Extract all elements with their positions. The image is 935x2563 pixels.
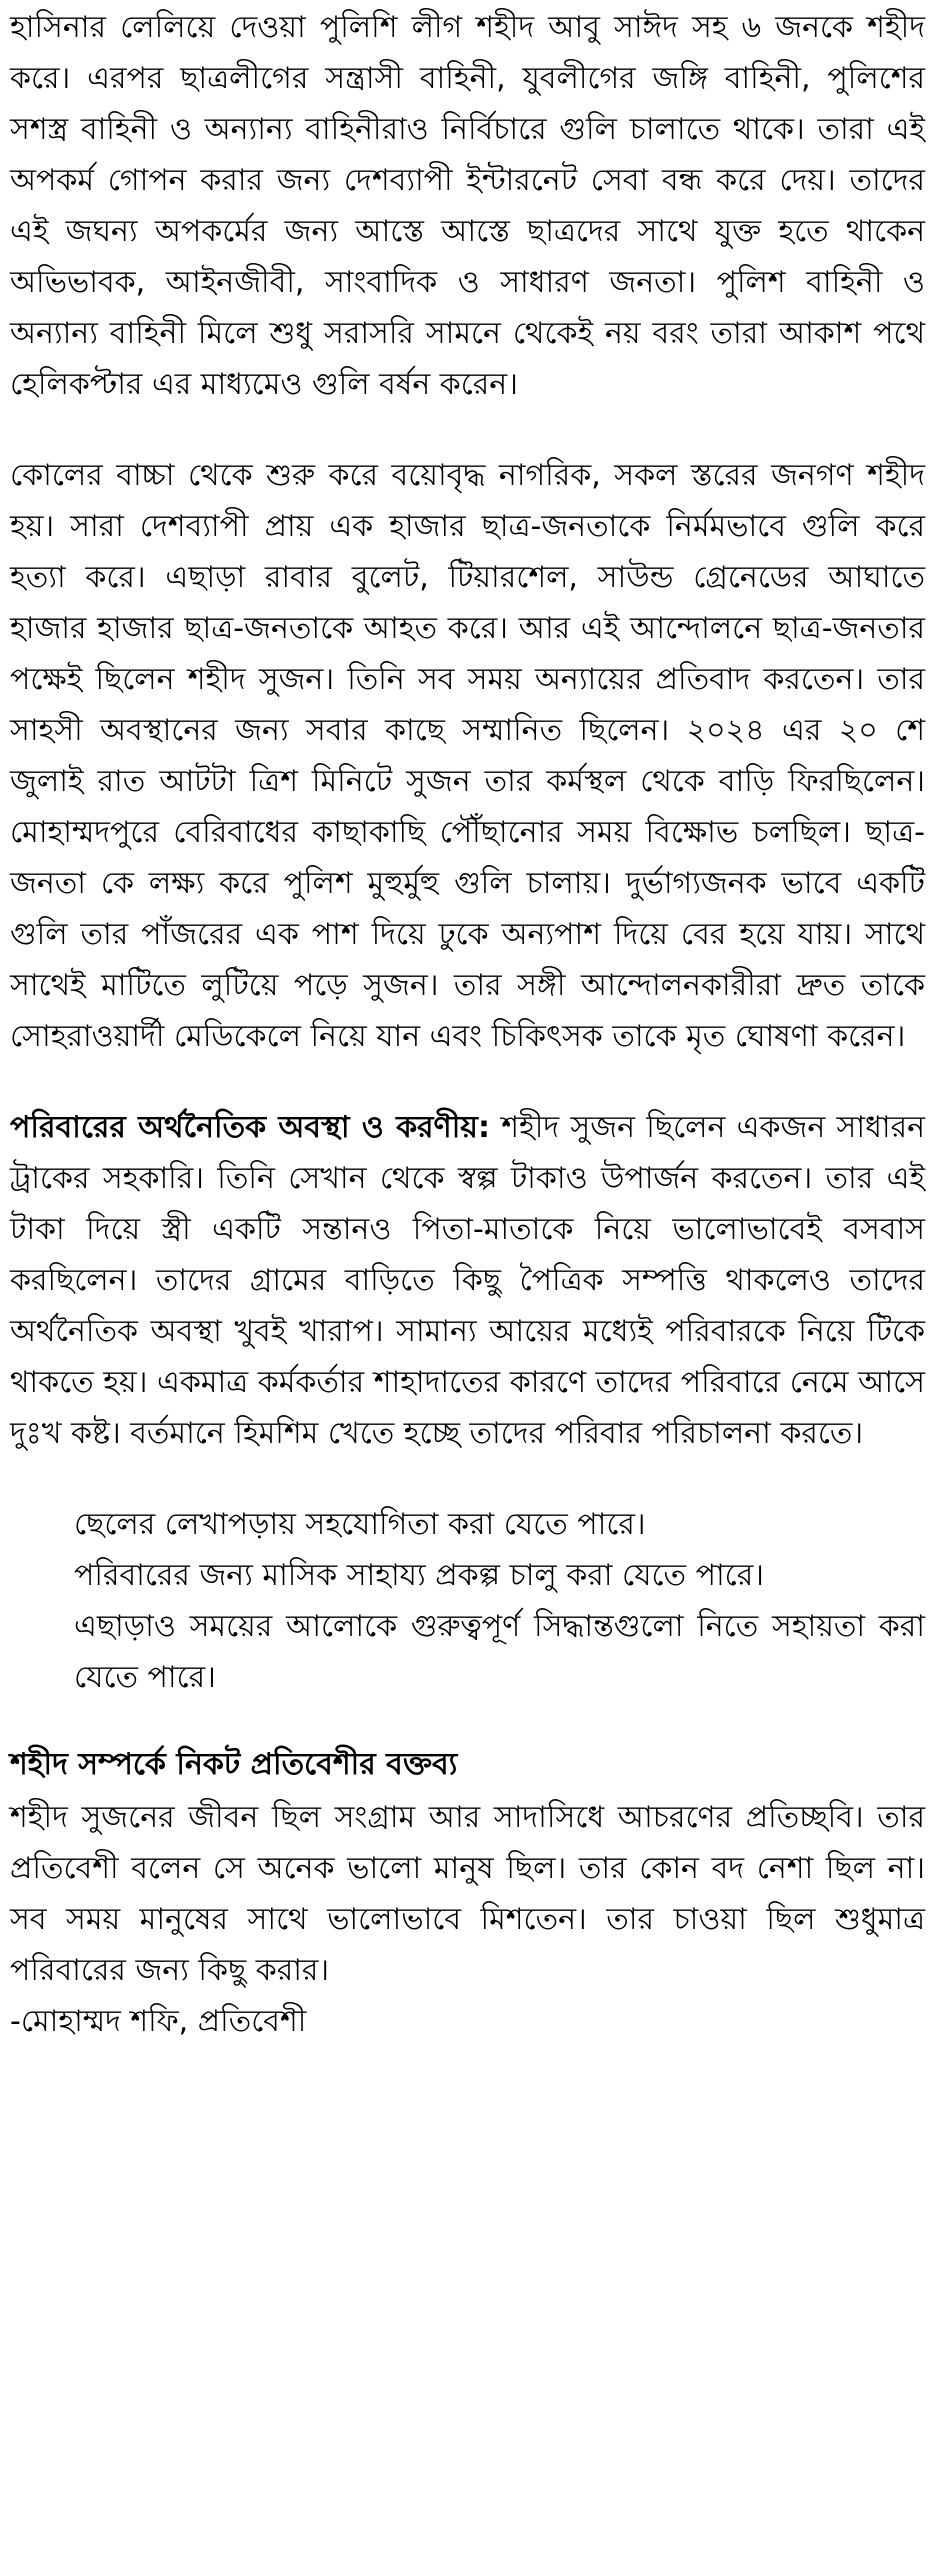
recommendation-item: ছেলের লেখাপড়ায় সহযোগিতা করা যেতে পারে। [74, 1507, 646, 1542]
neighbor-statement-heading: শহীদ সম্পর্কে নিকট প্রতিবেশীর বক্তব্য [10, 1747, 458, 1782]
paragraph-martyrdom-account: কোলের বাচ্চা থেকে শুরু করে বয়োবৃদ্ধ নাগরিক, সকল স্তরের জনগণ শহীদ হয়। সারা দেশব্যাপী প্রায় এক হাজার ছাত্র-জনতাকে নির্মমভাবে গুলি করে হত্যা করে। এছাড়া রাবার বুলেট, টিয়ারশেল, সাউন্ড গ্রেনেডের আঘাতে হাজার হাজার ছাত্র-জনতাকে আহত করে। আর এই আন্দোলনে ছাত্র-জনতার পক্ষেই ছিলেন শহীদ সুজন। তিনি সব সময় অন্যায়ের প্রতিবাদ করতেন। তার সাহসী অবস্থানের জন্য সবার কাছে সম্মানিত ছিলেন। ২০২৪ এর ২০ শে জুলাই রাত আটটা ত্রিশ মিনিটে সুজন তার কর্মস্থল থেকে বাড়ি ফিরছিলেন। মোহাম্মদপুরে বেরিবাধের কাছাকাছি পৌঁছানোর সময় বিক্ষোভ চলছিল। ছাত্র-জনতা কে লক্ষ্য করে পুলিশ মুহুর্মুহু গুলি চালায়। দুর্ভাগ্যজনক ভাবে একটি গুলি তার পাঁজরের এক পাশ দিয়ে ঢুকে অন্যপাশ দিয়ে বের হয়ে যায়। সাথে সাথেই মাটিতে লুটিয়ে পড়ে সুজন। তার সঙ্গী আন্দোলনকারীরা দ্রুত তাকে সোহরাওয়ার্দী মেডিকেলে নিয়ে যান এবং চিকিৎসক তাকে মৃত ঘোষণা করেন। [10, 458, 925, 1054]
family-economic-text: শহীদ সুজন ছিলেন একজন সাধারন ট্রাকের সহকারি। তিনি সেখান থেকে স্বল্প টাকাও উপার্জন করতেন। তার এই টাকা দিয়ে স্ত্রী একটি সন্তানও পিতা-মাতাকে নিয়ে ভালোভাবেই বসবাস করছিলেন। তাদের গ্রামের বাড়িতে কিছু পৈত্রিক সম্পত্তি থাকলেও তাদের অর্থনৈতিক অবস্থা খুবই খারাপ। সামান্য আয়ের মধ্যেই পরিবারকে নিয়ে টিকে থাকতে হয়। একমাত্র কর্মকর্তার শাহাদাতের কারণে তাদের পরিবারে নেমে আসে দুঃখ কষ্ট। বর্তমানে হিমশিম খেতে হচ্ছে তাদের পরিবার পরিচালনা করতে। [10, 1110, 926, 1451]
family-economic-heading: পরিবারের অর্থনৈতিক অবস্থা ও করণীয়: [10, 1110, 490, 1145]
recommendation-item: পরিবারের জন্য মাসিক সাহায্য প্রকল্প চালু করা যেতে পারে। [74, 1558, 764, 1593]
paragraph-neighbor-statement: শহীদ সুজনের জীবন ছিল সংগ্রাম আর সাদাসিধে আচরণের প্রতিচ্ছবি। তার প্রতিবেশী বলেন সে অনেক ভালো মানুষ ছিল। তার কোন বদ নেশা ছিল না। সব সময় মানুষের সাথে ভালোভাবে মিশতেন। তার চাওয়া ছিল শুধুমাত্র পরিবারের জন্য কিছু করার। [10, 1800, 925, 1988]
paragraph-family-economic-status [10, 1102, 925, 1459]
document-page [10, 0, 925, 2047]
paragraph-protest-shooting: হাসিনার লেলিয়ে দেওয়া পুলিশি লীগ শহীদ আবু সাঈদ সহ ৬ জনকে শহীদ করে। এরপর ছাত্রলীগের সন্ত্রাসী বাহিনী, যুবলীগের জঙ্গি বাহিনী, পুলিশের সশস্ত্র বাহিনী ও অন্যান্য বাহিনীরাও নির্বিচারে গুলি চালাতে থাকে। তারা এই অপকর্ম গোপন করার জন্য দেশব্যাপী ইন্টারনেট সেবা বন্ধ করে দেয়। তাদের এই জঘন্য অপকর্মের জন্য আস্তে আস্তে ছাত্রদের সাথে যুক্ত হতে থাকেন অভিভাবক, আইনজীবী, সাংবাদিক ও সাধারণ জনতা। পুলিশ বাহিনী ও অন্যান্য বাহিনী মিলে শুধু সরাসরি সামনে থেকেই নয় বরং তারা আকাশ পথে হেলিকপ্টার এর মাধ্যমেও গুলি বর্ষন করেন। [10, 10, 925, 402]
recommendation-list [10, 1499, 925, 1703]
recommendation-item: এছাড়াও সময়ের আলোকে গুরুত্বপূর্ণ সিদ্ধান্তগুলো নিতে সহায়তা করা যেতে পারে। [74, 1609, 925, 1695]
statement-signature: -মোহাম্মদ শফি, প্রতিবেশী [10, 2004, 307, 2039]
